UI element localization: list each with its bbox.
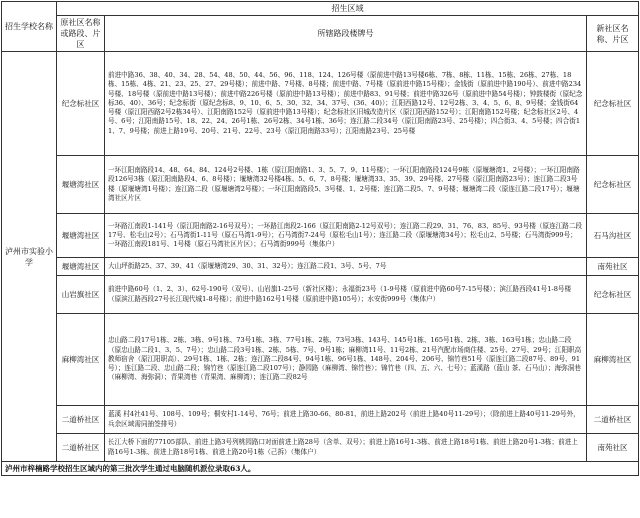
zone-title-header: 招生区域: [57, 2, 639, 16]
original-community-cell: 堰塘湾社区: [57, 156, 105, 214]
new-community-cell: 南苑社区: [587, 434, 639, 462]
school-column-header: 招生学校名称: [2, 2, 57, 52]
streets-cell: 前进中路36、38、40、34、28、54、48、50、44、56、96、118、124、126号楼（原前进中路13号楼6栋、7栋、8栋、11栋、15栋、26栋、27栋、18栋、15栋、4栋、21、23、25、27、29号楼）；前进中路、7号楼、8号楼；前进中路、7号楼（原前进中路15号楼）；金钱街（原前进中路190号）、前进中路234号楼、18号楼（原前进中路13号楼）；前进中路226号楼（原前进中路13号楼）；前进中路83、91号楼；前进中路326号（原前进中路54号楼）；钟鼓楼街（原纪念标36、40）、36号；纪念标街（原纪念标8、9、10、6、5、30、32、34、37号、(36、40)）；江阳西路12号、12号2栋、3、4、5、6、8、9号楼；金钱街64号楼（原江阳西路2号2栋34号）、江阳南路152号（原前进中路13号楼）；纪念标社区旧城改造片区（原江阳西路152号）；江阳南路152号楼；纪念标社区2号、4号、6号；江阳南路15号、18、22、24、26号1栋、26号2栋、34号1栋、36号；连江路二段34号（原江阳南路23号、25号楼）；四合街3、4、5号楼；四合街11、7、9号楼；前进上路19号、20号、21号、22号、23号（原江阳南路33号）；江阳南路23号、25号楼: [105, 52, 587, 156]
new-community-cell: 纪念标社区: [587, 276, 639, 314]
table-row: [2, 434, 639, 462]
original-community-cell: 二道桥社区: [57, 434, 105, 462]
table-row: [2, 52, 639, 156]
enrollment-zone-table: [1, 1, 639, 476]
new-community-cell: 石马沟社区: [587, 214, 639, 258]
new-community-cell: 纪念标社区: [587, 156, 639, 214]
header-row-1: [2, 2, 639, 16]
new-community-header: 新社区名称、片区: [587, 16, 639, 52]
original-community-header: 原社区名称或路段、片区: [57, 16, 105, 52]
new-community-cell: 纪念标社区: [587, 52, 639, 156]
original-community-cell: 麻柳湾社区: [57, 314, 105, 406]
new-community-cell: 南苑社区: [587, 258, 639, 276]
school-name-cell: 泸州市实验小学: [2, 52, 57, 462]
table-row: [2, 258, 639, 276]
original-community-cell: 纪念标社区: [57, 52, 105, 156]
header-row-2: [2, 16, 639, 52]
original-community-cell: 山岩旗社区: [57, 276, 105, 314]
streets-cell: 蓝溪 村4社41号、108号、109号；桐安村1-14号、76号；前进上路30-66、80-81、前进上路202号（前进上路40号11-29号）；（除前进上路40号11-29号外，兵余区域需同抽签排号）: [105, 406, 587, 434]
original-community-cell: 堰塘湾社区: [57, 214, 105, 258]
table-row: [2, 314, 639, 406]
original-community-cell: 二道桥社区: [57, 406, 105, 434]
table-row: [2, 214, 639, 258]
streets-cell: 忠山路二段17号1栋、2栋、3栋、9号1栋、73号1栋、3栋、77号1栋、2栋、73号3栋、143号、145号1栋、165号1栋、2栋、3栋、163号1栋；忠山路二段（原忠山路二段1、3、5、7号）；忠山路二段3号1栋、2栋、5栋、7号、9号1栋；麻柳湾11号、11号2栋、21号汽配市场商住楼、25号、27号、29号；江阳职高教师宿舍（原江阳职高）、29号1栋、1栋、2栋；连江路二段84号、94号1栋、96号1栋、148号、204号、206号、锦竹巷51号（原连江路二段87号、89号、91号）；连江路二段、忠山路二段；锦竹巷（原连江路二段107号）；静园路（麻柳湾、锦竹巷）；锦竹巷（四、五、六、七号）；蓝溪路（蓝山 茶、石马山）；海弥洞巷（麻柳湾、海弥洞）；青果湾巷（青果湾、麻柳湾）；连江路二段82号: [105, 314, 587, 406]
table-row: [2, 156, 639, 214]
original-community-cell: 堰塘湾社区: [57, 258, 105, 276]
streets-cell: 长江大桥下面的77105部队、前进上路3号列桃园路口对面前进上路28号（含单、双号）；前进上路16号1-3栋、前进上路18号1栋、前进上路20号1-3栋；前进上路16号1-3栋、前进上路18号1栋、前进上路20号1栋（己拆）（集体户）: [105, 434, 587, 462]
streets-header: 所辖路段楼牌号: [105, 16, 587, 52]
footer-note: 泸州市梓楠路学校招生区域内的第三批次学生通过电脑随机派位录取63人。: [2, 462, 639, 476]
table-row: [2, 276, 639, 314]
streets-cell: 大山坪街路25、37、39、41（原堰塘湾29、30、31、32号）；连江路二段1、3号、5号、7号: [105, 258, 587, 276]
streets-cell: 一环江阳南路段14、48、64、84、124号2号楼、1栋（原江阳南路1、3、5、7、9、11号楼）；一环江阳南路段124号9栋（原堰塘湾1、2号楼）；一环江阳南路段126号3栋（原江阳南路段4、6、8号楼）；堰塘湾32号楼4栋、5、6、7、8号楼；堰塘湾33、35、39、29号楼、27号楼（原江阳南路23号）；连江路二段3号楼（原堰塘湾1号楼）；连江路二段（原堰塘湾2号楼）；一环江阳南路段5、3号楼、1、2号楼；连江路二段5、7、9号楼；堰塘湾二段（原连江路二段17号）；堰塘湾社区片区: [105, 156, 587, 214]
new-community-cell: 麻柳湾社区: [587, 314, 639, 406]
streets-cell: 一环路江南段1-141号（原江阳南路2-16号双号）；一环路江南段2-166（原江阳南路2-12号双号）；连江路二段29、31、76、83、85号、93号楼（原连江路二段17号、松毛山2号）；石马湾街1-11号（原石马湾1-9号）；石马湾街7-24号（原松毛山1号）；连江路二段（原堰塘湾34号）；松毛山2、5号楼；石马湾街999号；一环路江南段181号、1号楼（原石马湾社区片区）；石马湾街999号（集体户）: [105, 214, 587, 258]
table-row: [2, 406, 639, 434]
footer-row: [2, 462, 639, 476]
new-community-cell: 二道桥社区: [587, 406, 639, 434]
streets-cell: 前进中路60号（1、2、3）、62号-190号（双号）、山岩旗1-25号（新社区楼）；永福街23号（1-9号楼（原前进中路60号7-15号楼）；滨江路西段41号1-8号楼（原滨江路西段27号长江现代城1-8号楼）；前进中路162号1号楼（原前进中路105号）；水安街999号（集体户）: [105, 276, 587, 314]
